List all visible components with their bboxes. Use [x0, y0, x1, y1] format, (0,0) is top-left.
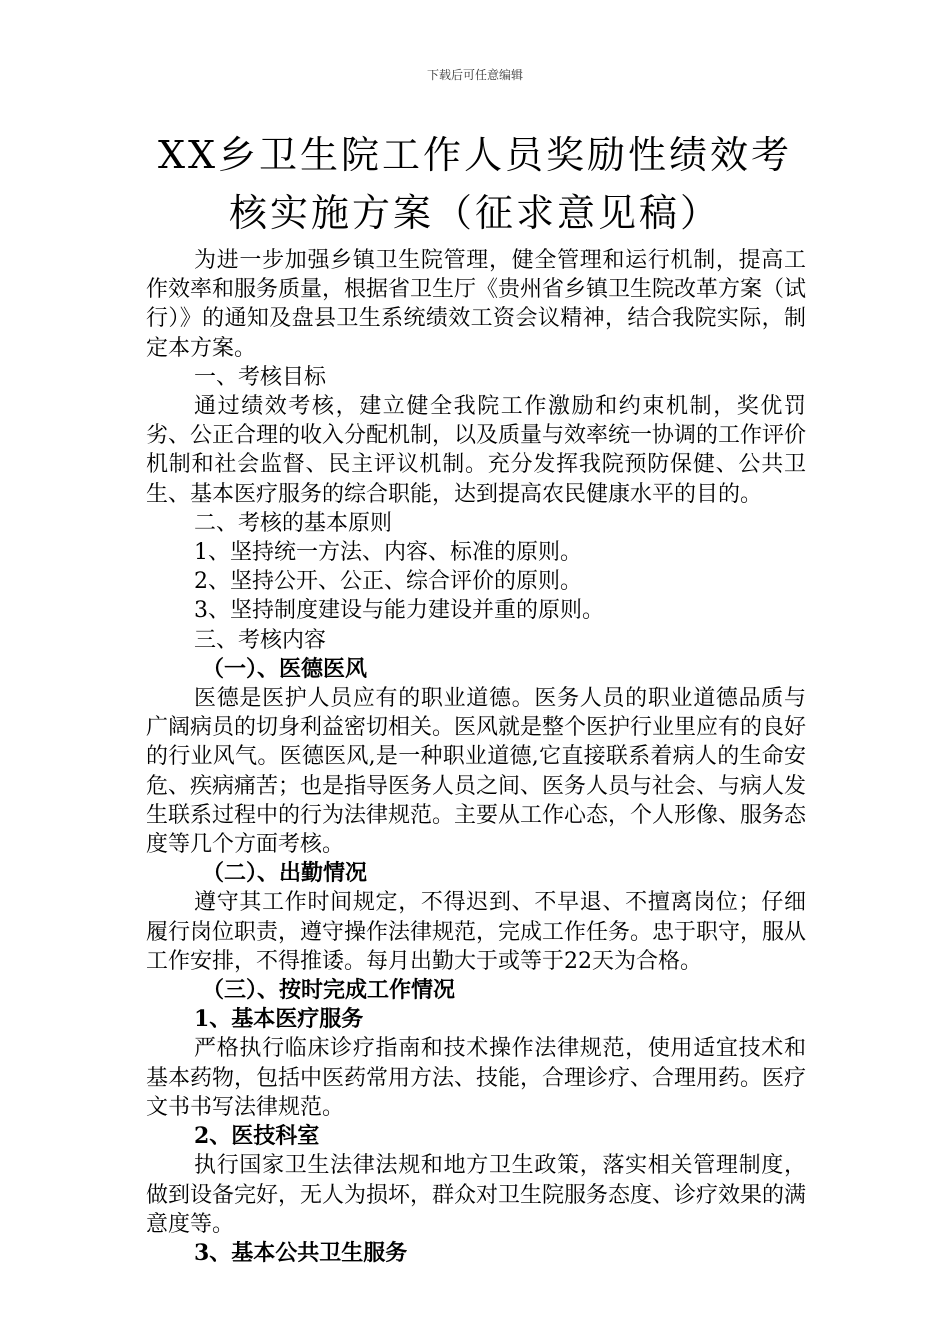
subsection-heading-attendance: （二）、出勤情况	[202, 860, 368, 887]
principle-item: 1、坚持统一方法、内容、标准的原则。	[194, 540, 582, 566]
document-body	[146, 246, 806, 1268]
document-title: XX乡卫生院工作人员奖励性绩效考核实施方案（征求意见稿）	[157, 133, 793, 235]
principle-item: 2、坚持公开、公正、综合评价的原则。	[194, 569, 582, 595]
work-item-heading: 2、医技科室	[194, 1123, 320, 1150]
work-item-paragraph: 执行国家卫生法律法规和地方卫生政策，落实相关管理制度，做到设备完好，无人为损坏，群众对卫生院服务态度、诊疗效果的满意度等。	[146, 1153, 807, 1237]
section-heading-principles: 二、考核的基本原则	[194, 510, 393, 536]
section-heading-content: 三、考核内容	[194, 627, 327, 653]
work-item-heading: 3、基本公共卫生服务	[194, 1239, 408, 1266]
attendance-paragraph: 遵守其工作时间规定，不得迟到、不早退、不擅离岗位；仔细履行岗位职责，遵守操作法律规范，完成工作任务。忠于职守，服从工作安排，不得推诿。每月出勤大于或等于22天为合格。	[146, 890, 807, 974]
work-item-heading: 1、基本医疗服务	[194, 1006, 364, 1033]
subsection-heading-work: （三）、按时完成工作情况	[202, 977, 456, 1004]
ethics-paragraph: 医德是医护人员应有的职业道德。医务人员的职业道德品质与广阔病员的切身利益密切相关。医风就是整个医护行业里应有的良好的行业风气。医德医风,是一种职业道德,它直接联系着病人的生命安危、疾病痛苦；也是指导医务人员之间、医务人员与社会、与病人发生联系过程中的行为法律规范。主要从工作心态，个人形像、服务态度等几个方面考核。	[146, 686, 807, 858]
work-item-paragraph: 严格执行临床诊疗指南和技术操作法律规范，使用适宜技术和基本药物，包括中医药常用方法、技能，合理诊疗、合理用药。医疗文书书写法律规范。	[146, 1036, 807, 1120]
intro-paragraph: 为进一步加强乡镇卫生院管理，健全管理和运行机制，提高工作效率和服务质量，根据省卫生厅《贵州省乡镇卫生院改革方案（试行）》的通知及盘县卫生系统绩效工资会议精神，结合我院实际，制定本方案。	[146, 248, 807, 361]
principle-item: 3、坚持制度建设与能力建设并重的原则。	[194, 598, 604, 624]
section-heading-goals: 一、考核目标	[194, 364, 327, 390]
header-note: 下载后可任意编辑	[426, 68, 523, 82]
goals-paragraph: 通过绩效考核，建立健全我院工作激励和约束机制，奖优罚劣、公正合理的收入分配机制，以及质量与效率统一协调的工作评价机制和社会监督、民主评议机制。充分发挥我院预防保健、公共卫生、基本医疗服务的综合职能，达到提高农民健康水平的目的。	[146, 394, 807, 507]
subsection-heading-ethics: （一）、医德医风	[202, 655, 368, 682]
